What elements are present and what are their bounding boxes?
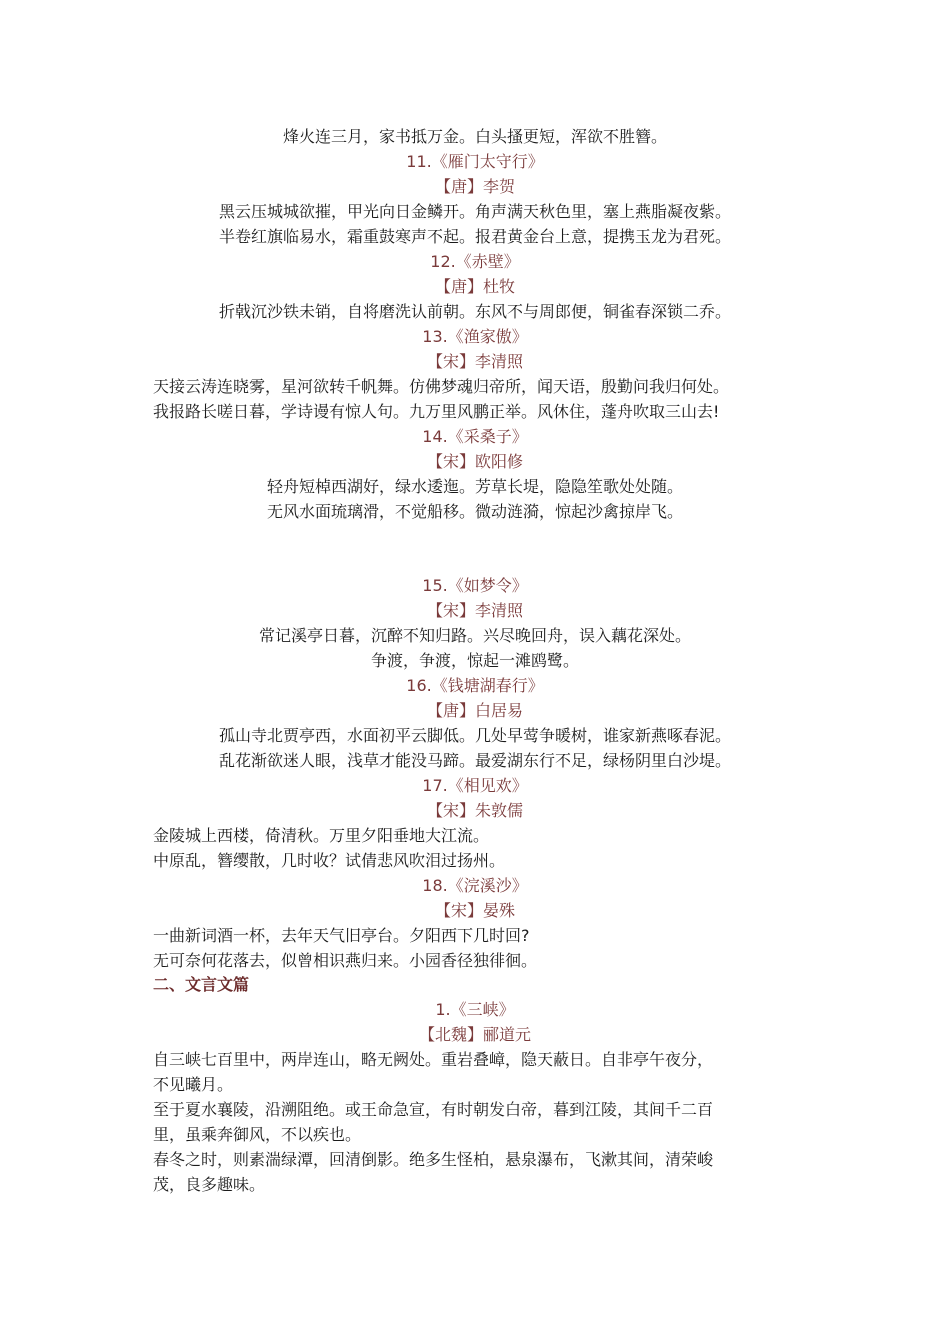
poem-line: 无风水面琉璃滑，不觉船移。微动涟漪，惊起沙禽掠岸飞。 [266,502,683,521]
essay-line: 茂，良多趣味。 [153,1175,266,1194]
poem-line: 天接云涛连晓雾，星河欲转千帆舞。仿佛梦魂归帝所，闻天语，殷勤问我归何处。 [153,377,730,396]
poem-title: 14.《采桑子》 [422,427,528,446]
poem-author: 【宋】晏殊 [434,901,515,920]
poem-line: 常记溪亭日暮，沉醉不知归路。兴尽晚回舟，误入藕花深处。 [258,626,691,645]
poem-line: 乱花渐欲迷人眼，浅草才能没马蹄。最爱湖东行不足，绿杨阴里白沙堤。 [218,751,731,770]
poem-line: 黑云压城城欲摧，甲光向日金鳞开。角声满天秋色里，塞上燕脂凝夜紫。 [218,202,731,221]
poem-title: 15.《如梦令》 [422,576,528,595]
poem-line: 烽火连三月，家书抵万金。白头搔更短，浑欲不胜簪。 [282,127,667,146]
poem-author: 【唐】李贺 [434,177,515,196]
essay-title: 1.《三峡》 [435,1000,515,1019]
poem-title: 12.《赤壁》 [430,252,520,271]
essay-author: 【北魏】郦道元 [418,1025,531,1044]
poem-title: 11.《雁门太守行》 [406,152,544,171]
essay-line: 里，虽乘奔御风，不以疾也。 [153,1125,362,1144]
poem-line: 半卷红旗临易水，霜重鼓寒声不起。报君黄金台上意，提携玉龙为君死。 [218,227,731,246]
poem-author: 【唐】白居易 [426,701,523,720]
poem-author: 【唐】杜牧 [434,277,515,296]
poem-line: 轻舟短棹西湖好，绿水逶迤。芳草长堤，隐隐笙歌处处随。 [266,477,683,496]
essay-line: 春冬之时，则素湍绿潭，回清倒影。绝多生怪柏，悬泉瀑布，飞漱其间，清荣峻 [153,1150,714,1169]
poem-author: 【宋】朱敦儒 [426,801,523,820]
poem-line: 一曲新词酒一杯，去年天气旧亭台。夕阳西下几时回? [153,926,530,945]
poem-line: 折戟沉沙铁未销，自将磨洗认前朝。东风不与周郎便，铜雀春深锁二乔。 [218,302,731,321]
essay-line: 至于夏水襄陵，沿溯阻绝。或王命急宣，有时朝发白帝，暮到江陵，其间千二百 [153,1100,714,1119]
poem-author: 【宋】欧阳修 [426,452,523,471]
poem-author: 【宋】李清照 [426,601,523,620]
poem-line: 争渡，争渡，惊起一滩鸥鹭。 [370,651,579,670]
essay-line: 自三峡七百里中，两岸连山，略无阙处。重岩叠嶂，隐天蔽日。自非亭午夜分， [153,1050,714,1069]
poem-line: 我报路长嗟日暮，学诗谩有惊人句。九万里风鹏正举。风休住，蓬舟吹取三山去! [153,402,720,421]
essay-line: 不见曦月。 [153,1075,234,1094]
poem-title: 18.《浣溪沙》 [422,876,528,895]
poem-line: 金陵城上西楼，倚清秋。万里夕阳垂地大江流。 [153,826,490,845]
poem-title: 16.《钱塘湖春行》 [406,676,544,695]
poem-title: 13.《渔家傲》 [422,327,528,346]
section-heading: 二、文言文篇 [153,975,250,994]
poem-line: 孤山寺北贾亭西，水面初平云脚低。几处早莺争暖树，谁家新燕啄春泥。 [218,726,731,745]
poem-title: 17.《相见欢》 [422,776,528,795]
poem-line: 无可奈何花落去，似曾相识燕归来。小园香径独徘徊。 [153,951,538,970]
poem-line: 中原乱，簪缨散，几时收？试倩悲风吹泪过扬州。 [153,851,506,870]
poem-author: 【宋】李清照 [426,352,523,371]
